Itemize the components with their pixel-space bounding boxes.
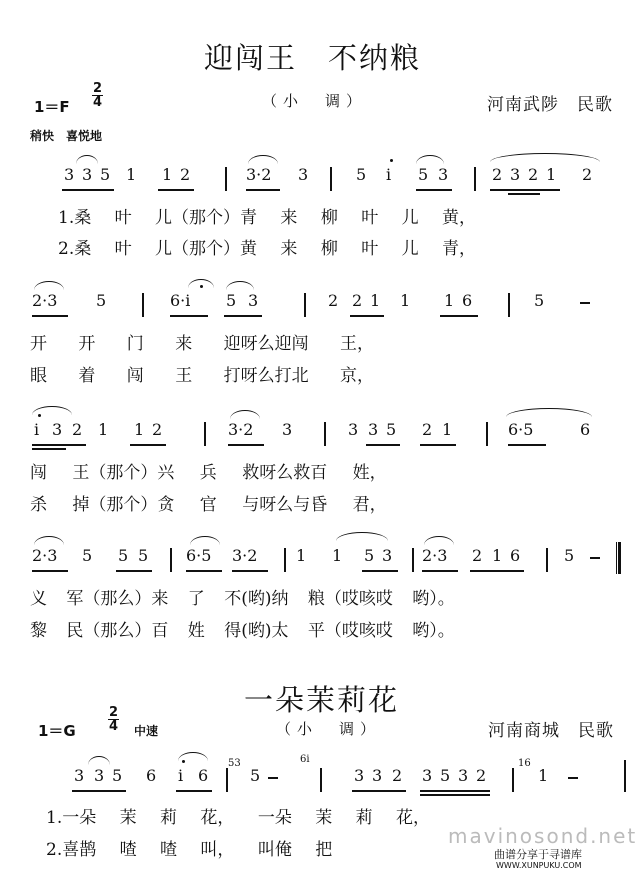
note: 1 bbox=[538, 766, 549, 785]
song1-title: 迎闯王 不纳粮 bbox=[204, 41, 422, 75]
note: 2 bbox=[392, 766, 403, 785]
slur bbox=[230, 410, 260, 419]
note: 1 bbox=[370, 291, 381, 310]
note: 3 bbox=[438, 165, 449, 184]
note: 1 bbox=[134, 420, 145, 439]
note: 3·2 bbox=[228, 420, 254, 439]
song1-line4-lyric1: 义 军（那么）来 了 不(哟)纳 粮（哎咳哎 哟）。 bbox=[30, 589, 455, 609]
song1-line1-lyric1: 1.桑 叶 儿（那个）青 来 柳 叶 儿 黄， bbox=[58, 208, 477, 228]
song1-line2-notation bbox=[20, 291, 620, 321]
note: 3 bbox=[82, 165, 93, 184]
song1-line3-lyric2: 杀 掉（那个）贪 官 与呀么与昏 君， bbox=[30, 495, 387, 515]
barline bbox=[508, 293, 510, 317]
octave-dot bbox=[390, 159, 393, 162]
watermark: mavinosond.net bbox=[448, 824, 638, 848]
beam bbox=[362, 570, 398, 572]
note: 3 bbox=[372, 766, 383, 785]
note: 1 bbox=[492, 546, 503, 565]
note: 3 bbox=[298, 165, 309, 184]
song2-line1-notation bbox=[60, 754, 640, 796]
beam bbox=[352, 790, 406, 792]
barline bbox=[474, 167, 476, 191]
note: 1 bbox=[442, 420, 453, 439]
song1-line1-notation bbox=[52, 165, 632, 195]
beam bbox=[416, 189, 452, 191]
beam bbox=[232, 570, 268, 572]
note: 1 bbox=[296, 546, 307, 565]
song2-title: 一朵茉莉花 bbox=[244, 683, 400, 717]
beam bbox=[508, 444, 546, 446]
song2-line1-lyric1: 1.一朵 茉 莉 花， 一朵 茉 莉 花， bbox=[46, 808, 431, 828]
song2-time-signature bbox=[108, 706, 119, 733]
beam bbox=[72, 790, 126, 792]
note: 5 bbox=[112, 766, 123, 785]
beam bbox=[32, 444, 86, 446]
song1-line1-lyric2: 2.桑 叶 儿（那个）黄 来 柳 叶 儿 青， bbox=[58, 239, 477, 259]
note: 2 bbox=[492, 165, 503, 184]
note: i bbox=[178, 766, 184, 785]
beam bbox=[32, 315, 68, 317]
barline bbox=[412, 548, 414, 572]
barline bbox=[204, 422, 206, 446]
slur bbox=[424, 536, 454, 545]
note: 5 bbox=[440, 766, 451, 785]
time-numerator: 2 bbox=[109, 705, 119, 720]
octave-dot bbox=[182, 760, 185, 763]
note: 1 bbox=[126, 165, 137, 184]
note: 5 bbox=[100, 165, 111, 184]
beam bbox=[508, 193, 540, 195]
note: 2·3 bbox=[32, 546, 58, 565]
slur bbox=[336, 532, 388, 541]
barline bbox=[225, 167, 227, 191]
note: 2·3 bbox=[422, 546, 448, 565]
note: 3 bbox=[368, 420, 379, 439]
note: 2 bbox=[328, 291, 339, 310]
song1-genre: （小 调） bbox=[262, 92, 368, 110]
barline bbox=[304, 293, 306, 317]
song1-time-signature bbox=[92, 82, 103, 109]
song1-line3-notation bbox=[20, 420, 620, 450]
note: 3 bbox=[94, 766, 105, 785]
note: 6 bbox=[580, 420, 591, 439]
beam bbox=[186, 570, 222, 572]
barline bbox=[320, 768, 322, 792]
note: 3 bbox=[458, 766, 469, 785]
note: 5 bbox=[250, 766, 261, 785]
beam bbox=[228, 444, 264, 446]
note: 2 bbox=[472, 546, 483, 565]
barline bbox=[284, 548, 286, 572]
note: 3 bbox=[64, 165, 75, 184]
song1-tempo: 稍快 喜悦地 bbox=[30, 129, 103, 143]
barline bbox=[546, 548, 548, 572]
note: 3·2 bbox=[246, 165, 272, 184]
note: 1 bbox=[98, 420, 109, 439]
note: 3 bbox=[282, 420, 293, 439]
note: 2 bbox=[582, 165, 593, 184]
beam bbox=[422, 570, 458, 572]
note: 2 bbox=[152, 420, 163, 439]
note: 5 bbox=[118, 546, 129, 565]
barline bbox=[512, 768, 514, 792]
note: i bbox=[386, 165, 392, 184]
beam bbox=[130, 444, 166, 446]
footer-site-name[interactable]: 曲谱分享于寻谱库 bbox=[494, 848, 582, 861]
beam bbox=[440, 315, 478, 317]
note: 5 bbox=[418, 165, 429, 184]
note: 1 bbox=[332, 546, 343, 565]
barline bbox=[170, 548, 172, 572]
note: 5 bbox=[534, 291, 545, 310]
note: 6 bbox=[146, 766, 157, 785]
octave-dot bbox=[200, 285, 203, 288]
note: 2 bbox=[476, 766, 487, 785]
beam bbox=[470, 570, 524, 572]
beam bbox=[490, 189, 560, 191]
note: 3 bbox=[248, 291, 259, 310]
song1-key-signature: 1＝F bbox=[34, 98, 70, 116]
slur bbox=[34, 281, 64, 290]
slur bbox=[88, 756, 110, 765]
barline bbox=[624, 760, 626, 792]
grace-note: 16 bbox=[518, 758, 531, 769]
note: 3 bbox=[354, 766, 365, 785]
song1-origin: 河南武陟 民歌 bbox=[487, 95, 613, 115]
slur bbox=[416, 155, 444, 164]
grace-note: 6i bbox=[300, 754, 310, 765]
final-barline bbox=[616, 542, 621, 574]
time-denominator: 4 bbox=[109, 719, 119, 734]
beam bbox=[158, 189, 194, 191]
slur bbox=[506, 408, 592, 417]
time-denominator: 4 bbox=[93, 95, 103, 110]
beam bbox=[420, 790, 490, 792]
beam bbox=[350, 315, 384, 317]
octave-dot bbox=[38, 414, 41, 417]
note: 2 bbox=[72, 420, 83, 439]
note: 6 bbox=[510, 546, 521, 565]
note: 5 bbox=[96, 291, 107, 310]
song2-key-signature: 1＝G bbox=[38, 722, 76, 740]
dash bbox=[568, 777, 578, 779]
dash bbox=[590, 557, 600, 559]
note: 3 bbox=[52, 420, 63, 439]
slur bbox=[34, 536, 64, 545]
beam bbox=[224, 315, 262, 317]
song2-genre: （小 调） bbox=[276, 720, 382, 738]
beam bbox=[420, 444, 456, 446]
note: 2·3 bbox=[32, 291, 58, 310]
note: 3 bbox=[348, 420, 359, 439]
song2-origin: 河南商城 民歌 bbox=[488, 721, 614, 741]
beam bbox=[170, 315, 208, 317]
grace-note: 53 bbox=[228, 758, 241, 769]
note: 2 bbox=[352, 291, 363, 310]
song2-tempo: 中速 bbox=[134, 724, 159, 738]
note: 2 bbox=[180, 165, 191, 184]
note: 3·2 bbox=[232, 546, 258, 565]
note: 5 bbox=[386, 420, 397, 439]
barline bbox=[142, 293, 144, 317]
song1-line2-lyric2: 眼 着 闯 王 打呀么打北 京， bbox=[30, 366, 375, 386]
note: 3 bbox=[510, 165, 521, 184]
note: 5 bbox=[364, 546, 375, 565]
song1-line4-notation bbox=[20, 546, 630, 576]
note: 1 bbox=[162, 165, 173, 184]
dash bbox=[580, 302, 590, 304]
note: i bbox=[34, 420, 40, 439]
footer-site-url[interactable]: WWW.XUNPUKU.COM bbox=[496, 861, 582, 870]
note: 6·i bbox=[170, 291, 191, 310]
note: 5 bbox=[564, 546, 575, 565]
beam bbox=[420, 794, 490, 796]
barline bbox=[486, 422, 488, 446]
note: 1 bbox=[444, 291, 455, 310]
barline bbox=[226, 768, 228, 792]
note: 1 bbox=[400, 291, 411, 310]
beam bbox=[116, 570, 152, 572]
note: 3 bbox=[422, 766, 433, 785]
slur bbox=[248, 155, 278, 164]
note: 6·5 bbox=[186, 546, 212, 565]
beam bbox=[176, 790, 212, 792]
slur bbox=[76, 155, 98, 164]
barline bbox=[330, 167, 332, 191]
note: 6·5 bbox=[508, 420, 534, 439]
slur bbox=[226, 281, 254, 290]
note: 6 bbox=[462, 291, 473, 310]
barline bbox=[324, 422, 326, 446]
time-numerator: 2 bbox=[93, 81, 103, 96]
note: 3 bbox=[382, 546, 393, 565]
song1-line2-lyric1: 开 开 门 来 迎呀么迎闯 王， bbox=[30, 334, 375, 354]
beam bbox=[62, 189, 114, 191]
note: 5 bbox=[138, 546, 149, 565]
note: 6 bbox=[198, 766, 209, 785]
beam bbox=[32, 448, 66, 450]
beam bbox=[32, 570, 68, 572]
note: 2 bbox=[422, 420, 433, 439]
note: 5 bbox=[226, 291, 237, 310]
song1-line4-lyric2: 黎 民（那么）百 姓 得(哟)太 平（哎咳哎 哟）。 bbox=[30, 621, 455, 641]
note: 5 bbox=[356, 165, 367, 184]
note: 3 bbox=[74, 766, 85, 785]
beam bbox=[366, 444, 400, 446]
slur bbox=[490, 153, 600, 162]
note: 5 bbox=[82, 546, 93, 565]
dash bbox=[268, 777, 278, 779]
slur bbox=[190, 536, 220, 545]
beam bbox=[246, 189, 280, 191]
note: 1 bbox=[546, 165, 557, 184]
song1-line3-lyric1: 闯 王（那个）兴 兵 救呀么救百 姓， bbox=[30, 463, 387, 483]
note: 2 bbox=[528, 165, 539, 184]
song2-line1-lyric2: 2.喜鹊 喳 喳 叫， 叫俺 把 bbox=[46, 840, 333, 860]
